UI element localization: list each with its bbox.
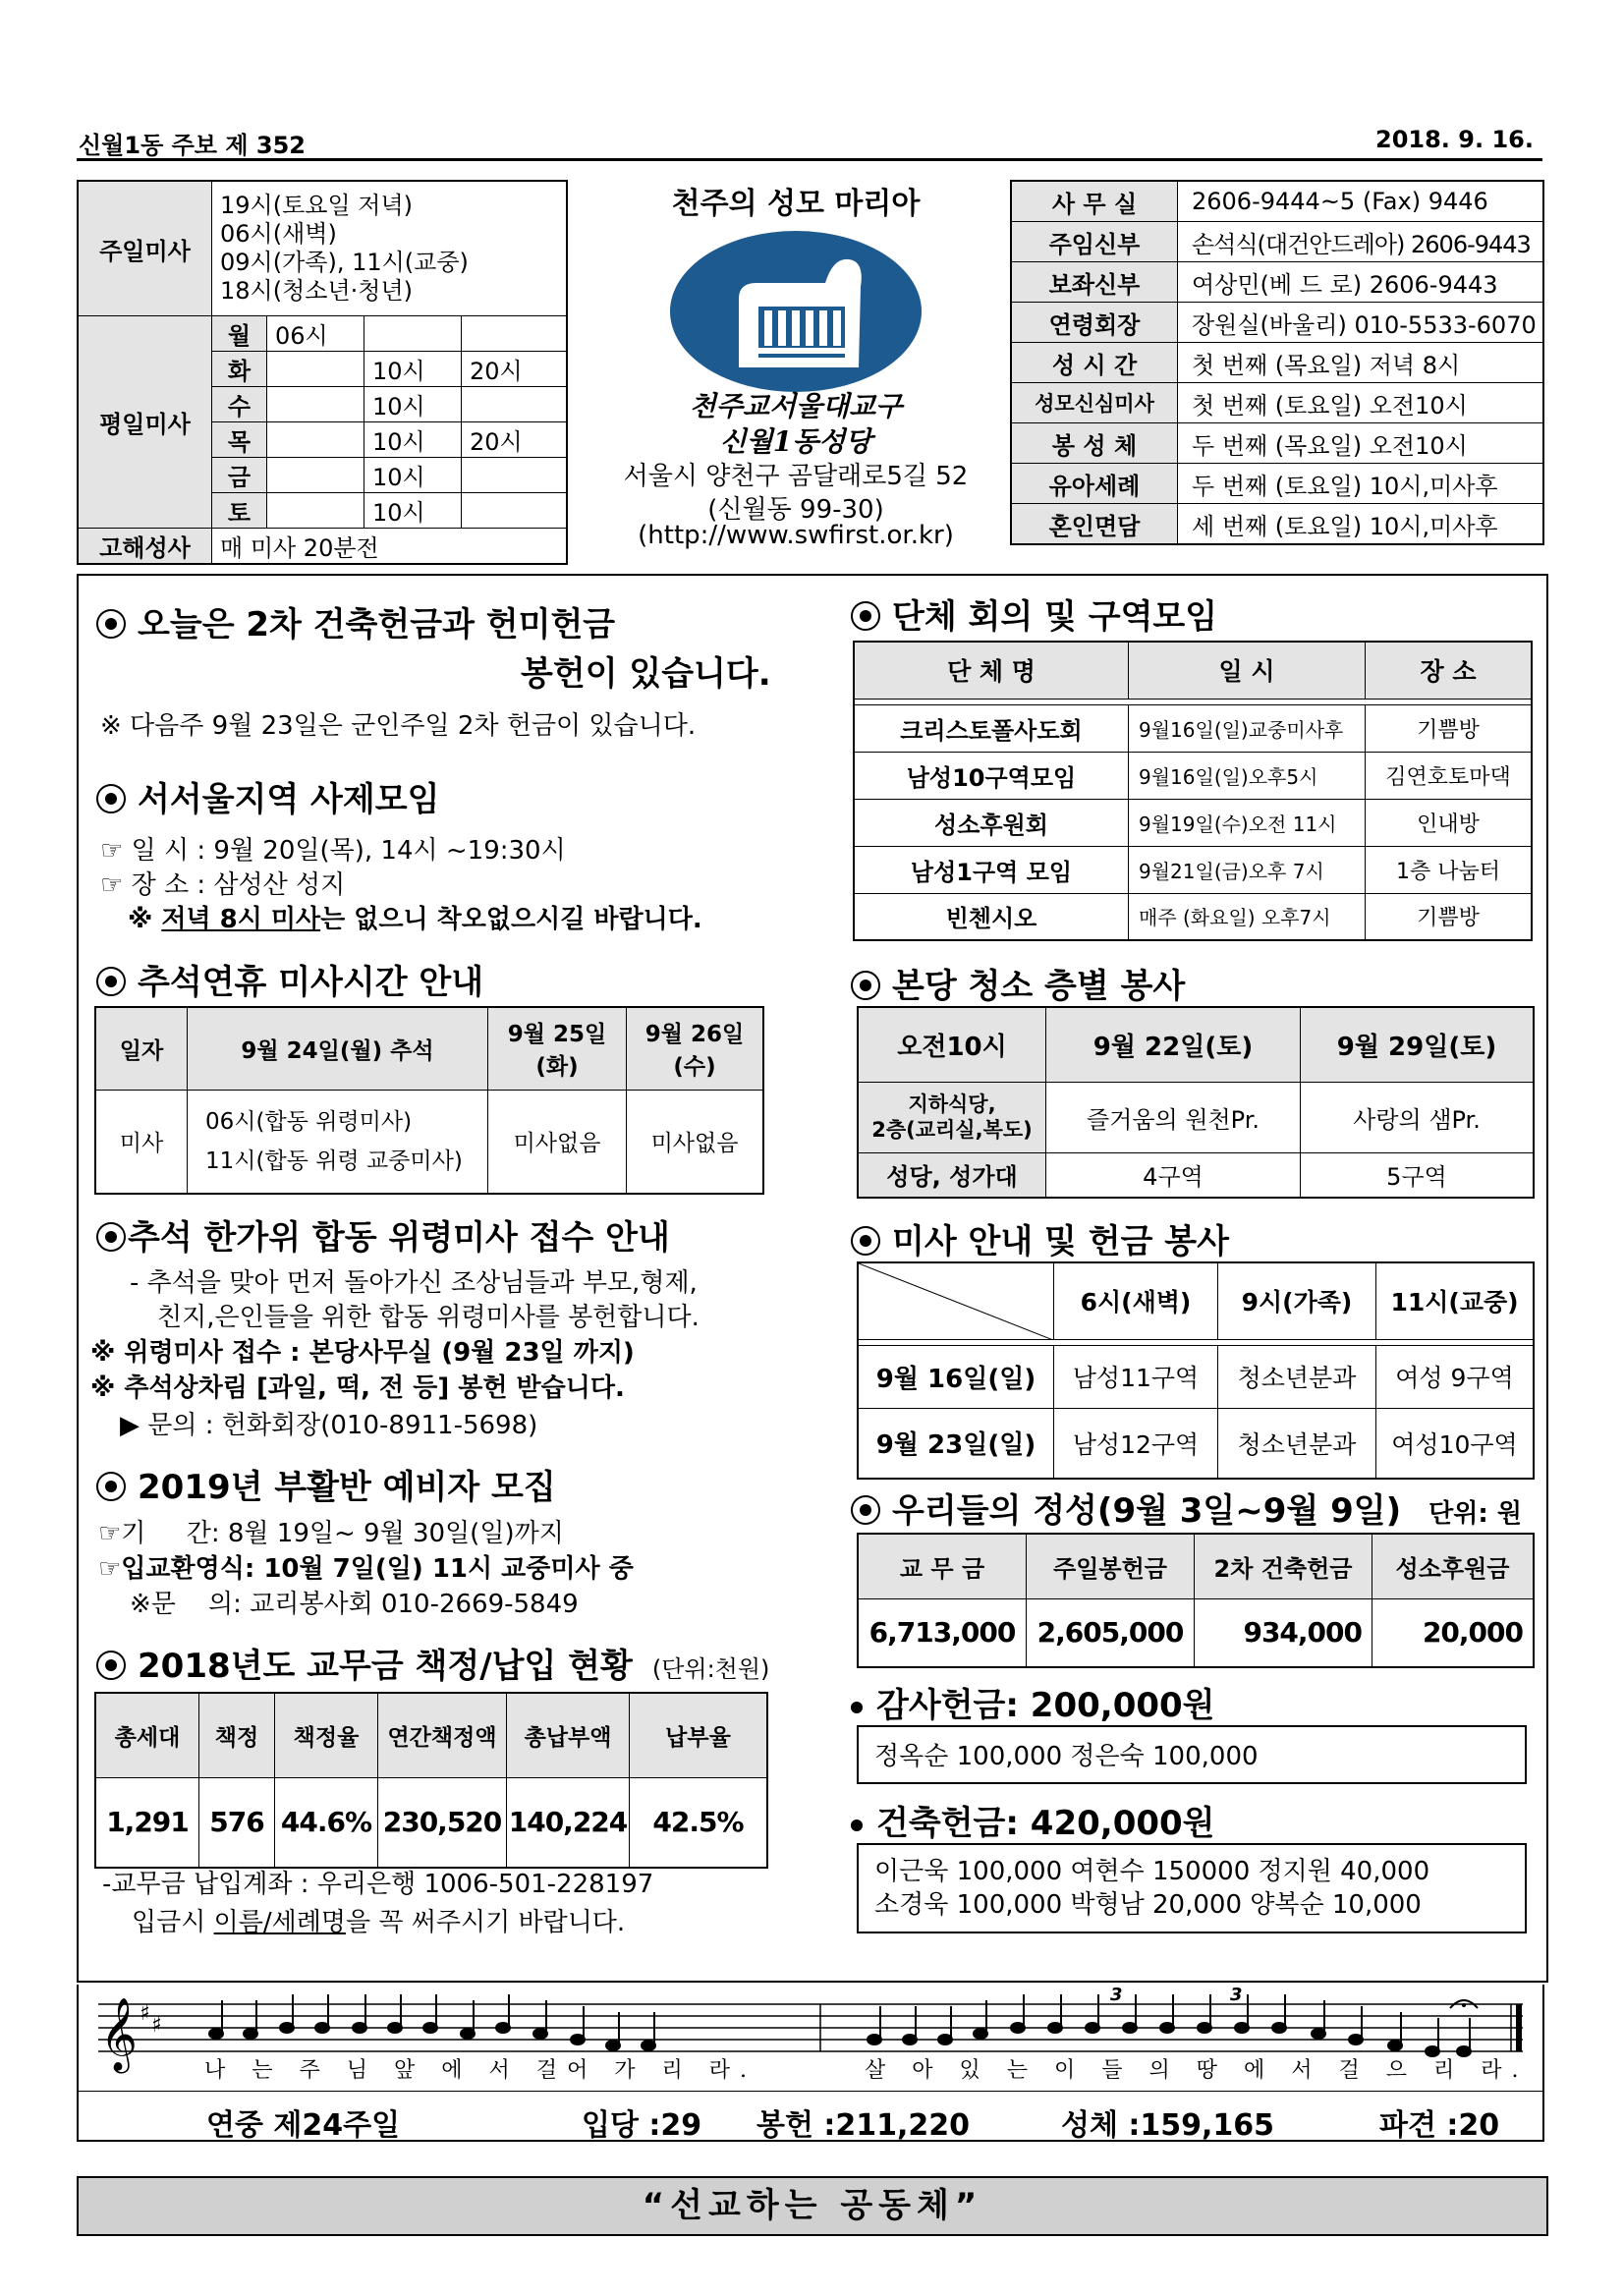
liturgical-week: 연중 제24주일 [206,2108,401,2143]
sunday-mass-label: 주일미사 [78,181,212,316]
priest-meeting-title: 서서울지역 사제모임 [96,772,439,820]
section-bullet-icon [96,1222,126,1252]
section-bullet-icon [851,601,880,631]
memorial-line-4: ※ 추석상차림 [과일, 떡, 전 등] 봉헌 받습니다. [90,1373,625,1403]
lyric-line-1: 나 는 주 님 앞 에 서 걸어 가 리 라. [204,2058,756,2083]
parish-patron-title: 천주의 성모 마리아 [671,187,921,221]
building-offering-box: 이근욱 100,000 여현수 150000 정지원 40,000 소경욱 100,000 박형남 20,000 양복순 10,000 [857,1843,1527,1933]
parish-url[interactable]: (http://www.swfirst.or.kr) [638,521,954,550]
chuseok-mass-title: 추석연휴 미사시간 안내 [96,955,483,1003]
stat-communion: 성체 :159,165 [1061,2108,1275,2143]
dues-table: 총세대 책정 책정율 연간책정액 총납부액 납부율 1,291 576 44.6% 230,520 140,224 42.5% [94,1692,768,1869]
offering-title: 우리들의 정성(9월 3일~9월 9일) 단위: 원 [851,1484,1522,1532]
bullet-icon [851,1820,863,1831]
section-bullet-icon [851,1495,880,1525]
memorial-mass-title: 추석 한가위 합동 위령미사 접수 안내 [96,1210,670,1259]
lyric-line-2: 살 아 있 는 이 들 의 땅 에 서 걸 으 리 라. [865,2058,1529,2083]
calligraphy-diocese: 천주교서울대교구 [689,390,903,422]
weekday-sat: 토 [212,493,267,529]
mass-schedule-table: 주일미사 19시(토요일 저녁) 06시(새벽) 09시(가족), 11시(교중) 18시(청소년·청년) 평일미사 월 06시 화 10시 20시 수 10시 목 10시 20시 금 10시 토 10시 고해성사 매 미사 20분전 [77,180,568,565]
dues-title: 2018년도 교무금 책정/납입 현황 (단위:천원) [96,1639,769,1687]
easter-line-2: ☞입교환영식: 10월 7일(일) 11시 교중미사 중 [98,1554,634,1584]
memorial-line-3: ※ 위령미사 접수 : 본당사무실 (9월 23일 까지) [90,1338,635,1368]
groups-title: 단체 회의 및 구역모임 [851,589,1217,638]
triplet-mark-1: 3 [1110,1985,1123,2005]
priest-meeting-date: ☞ 일 시 : 9월 20일(목), 14시 ~19:30시 [100,836,566,866]
priest-meeting-place: ☞ 장 소 : 삼성산 성지 [100,870,346,900]
section-bullet-icon [96,967,126,996]
weekday-wed: 수 [212,387,267,422]
confession-value: 매 미사 20분전 [212,529,568,565]
weekday-mon: 월 [212,316,267,352]
offering-table: 교 무 금 주일봉헌금 2차 건축헌금 성소후원금 6,713,000 2,605,000 934,000 20,000 [857,1533,1535,1668]
building-offering-title: 건축헌금: 420,000원 [851,1796,1215,1844]
notice-offering-title: 오늘은 2차 건축헌금과 헌미헌금 [96,597,615,645]
treble-clef-icon: 𝄞 [100,1998,138,2071]
weekday-thu: 목 [212,422,267,458]
header-rule [77,158,1542,161]
contact-info-table: 사 무 실 2606-9444~5 (Fax) 9446 주임신부 손석식(대건안드레아) 2606-9443 보좌신부 여상민(베 드 로) 2606-9443 연령회장 장원실(바울리) 010-5533-6070 성 시 간 첫 번째 (목요일) 저녁 8시 성모신심미사 첫 번째 (토요일) 오전10시 봉 성 체 두 번째 (목요일) 오전10시 유아세례 두 번째 (토요일) 10시,미사후 혼인면담 세 번째 (토요일) 10시,미사후 [1010,180,1544,545]
cleaning-title: 본당 청소 층별 봉사 [851,959,1185,1007]
chuseok-mass-table: 일자 9월 24일(월) 추석 9월 25일(화) 9월 26일(수) 미사 06시(합동 위령미사) 11시(합동 위령 교중미사) 미사없음 미사없음 [94,1006,764,1195]
section-bullet-icon [96,1651,126,1680]
bulletin-date: 2018. 9. 16. [1375,126,1534,153]
thanks-offering-box: 정옥순 100,000 정은숙 100,000 [857,1725,1527,1784]
sharp-icon: ♯ [140,2001,150,2026]
parish-address: 서울시 양천구 곰달래로5길 52 [623,462,969,491]
weekday-mass-label: 평일미사 [78,316,212,529]
parish-motto: “선교하는 공동체” [77,2176,1548,2236]
memorial-line-1: - 추석을 맞아 먼저 돌아가신 조상님들과 부모,형제, [130,1268,698,1298]
confession-label: 고해성사 [78,529,212,565]
stat-attendance: 입당 :29 [582,2108,702,2143]
parish-address-sub: (신월동 99-30) [707,495,884,525]
notice-offering-note: ※ 다음주 9월 23일은 군인주일 2차 헌금이 있습니다. [100,711,697,741]
diagonal-line-icon [859,1263,1053,1340]
section-bullet-icon [96,784,126,813]
mass-guide-title: 미사 안내 및 헌금 봉사 [851,1214,1229,1262]
thanks-offering-title: 감사헌금: 200,000원 [851,1678,1215,1726]
calligraphy-parish: 신월1동성당 [719,425,872,458]
notice-offering-title-2: 봉헌이 있습니다. [521,654,771,694]
sharp-icon: ♯ [151,2013,162,2038]
groups-table: 단 체 명 일 시 장 소 크리스토폴사도회 9월16일(일)교중미사후 기쁨방 남성10구역모임 9월16일(일)오후5시 김연호토마댁 성소후원회 9월19일(수)오전 11시 인내방 남성1구역 모임 9월21일(금)오후 7시 1층 나눔터 빈첸시오 매주 (화요일) 오후7시 기쁨방 [853,641,1533,941]
priest-meeting-note: ※ 저녁 8시 미사는 없으니 착오없으시길 바랍니다. [128,905,702,934]
dues-account: -교무금 납입계좌 : 우리은행 1006-501-228197 [102,1870,654,1899]
bulletin-issue: 신월1동 주보 제 352 [79,132,306,159]
section-bullet-icon [851,971,880,1000]
stat-dispatch: 파견 :20 [1379,2108,1500,2143]
section-bullet-icon [851,1226,880,1256]
easter-class-title: 2019년 부활반 예비자 모집 [96,1460,556,1508]
weekday-fri: 금 [212,458,267,493]
mass-guide-table: 6시(새벽) 9시(가족) 11시(교중) 9월 16일(일) 남성11구역 청소년분과 여성 9구역 9월 23일(일) 남성12구역 청소년분과 여성10구역 [857,1261,1535,1480]
cleaning-table: 오전10시 9월 22일(토) 9월 29일(토) 지하식당, 2층(교리실,복도) 즐거움의 원천Pr. 사랑의 샘Pr. 성당, 성가대 4구역 5구역 [857,1006,1535,1199]
weekday-tue: 화 [212,352,267,387]
section-bullet-icon [96,1472,126,1501]
easter-line-1: ☞기 간: 8월 19일~ 9월 30일(일)까지 [98,1519,564,1548]
section-bullet-icon [96,609,126,639]
bullet-icon [851,1702,863,1713]
sunday-mass-times: 19시(토요일 저녁) 06시(새벽) 09시(가족), 11시(교중) 18시(청소년·청년) [212,181,568,316]
memorial-line-2: 친지,은인들을 위한 합동 위령미사를 봉헌합니다. [157,1303,700,1332]
dues-note: 입금시 이름/세례명을 꼭 써주시기 바랍니다. [132,1908,626,1937]
easter-line-3: ※문 의: 교리봉사회 010-2669-5849 [130,1590,579,1619]
stat-offering: 봉헌 :211,220 [756,2108,971,2143]
parish-logo-icon [668,228,924,395]
triplet-mark-2: 3 [1230,1985,1243,2005]
memorial-line-5: ▶ 문의 : 헌화회장(010-8911-5698) [120,1411,538,1440]
